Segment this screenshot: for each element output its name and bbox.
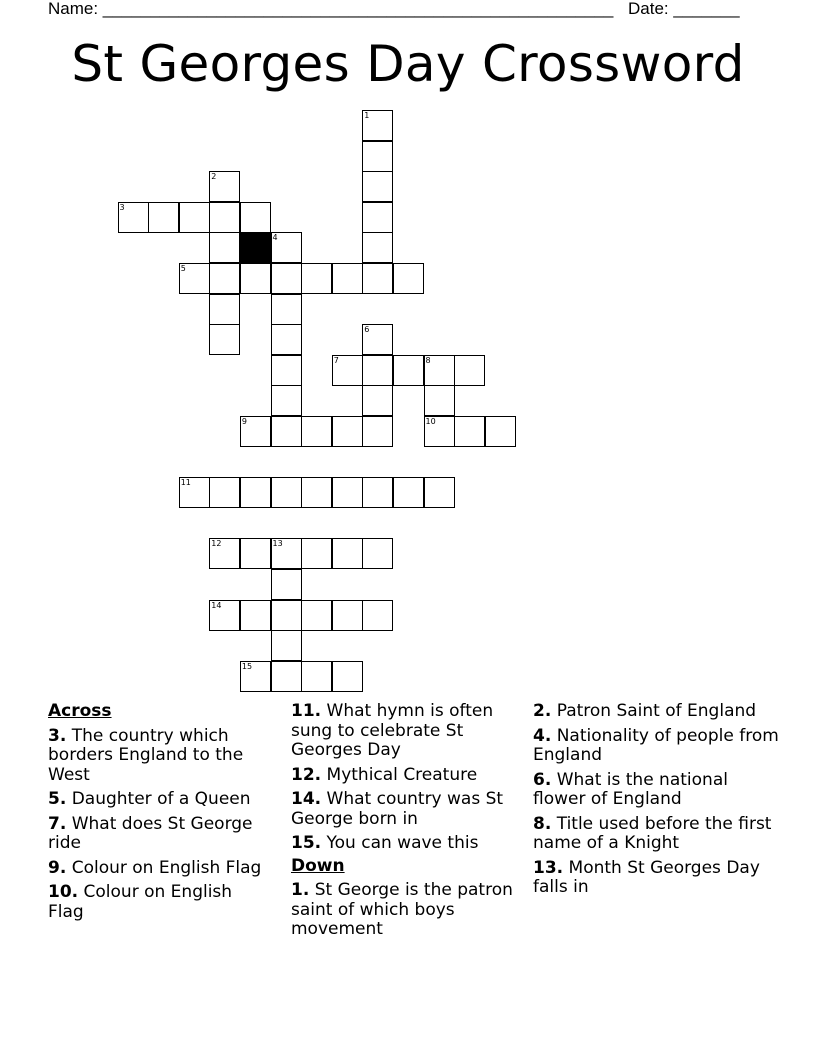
clue-number: 12. xyxy=(291,764,322,785)
clue-text: The country which borders England to the West xyxy=(48,725,244,785)
clue-number-label: 5 xyxy=(180,264,186,273)
grid-cell[interactable] xyxy=(362,202,393,233)
grid-cell[interactable] xyxy=(271,294,302,325)
clue-number: 9. xyxy=(48,857,67,878)
grid-cell[interactable] xyxy=(362,171,393,202)
grid-cell[interactable] xyxy=(240,477,271,508)
grid-cell[interactable] xyxy=(362,110,393,141)
clue-across-7 xyxy=(48,815,270,854)
grid-cell[interactable] xyxy=(393,355,424,386)
grid-cell[interactable] xyxy=(362,263,393,294)
clue-text: Mythical Creature xyxy=(326,764,478,785)
clue-number-label: 2 xyxy=(211,172,217,182)
grid-cell[interactable] xyxy=(362,385,393,416)
clue-across-11 xyxy=(291,702,521,761)
clue-number-label: 12 xyxy=(211,539,222,549)
clues-column-1 xyxy=(48,702,270,927)
grid-cell[interactable] xyxy=(179,202,210,233)
clue-across-3 xyxy=(48,727,270,786)
grid-cell[interactable] xyxy=(301,661,332,692)
grid-cell[interactable] xyxy=(393,477,424,508)
clue-number: 13. xyxy=(533,857,564,878)
black-square xyxy=(240,232,271,263)
name-field[interactable]: Name: ______________________________________________________ xyxy=(48,0,614,18)
across-heading: Across xyxy=(48,701,112,721)
clue-number-label: 14 xyxy=(211,600,222,610)
grid-cell[interactable] xyxy=(209,232,240,263)
grid-cell[interactable] xyxy=(362,141,393,172)
clue-number: 11. xyxy=(291,701,322,721)
clue-number-label: 11 xyxy=(180,478,191,488)
clue-number: 1. xyxy=(291,880,310,900)
clue-number-label: 4 xyxy=(272,233,278,243)
grid-cell[interactable] xyxy=(240,661,271,692)
grid-cell[interactable] xyxy=(209,294,240,325)
grid-cell[interactable] xyxy=(209,477,240,508)
grid-cell[interactable] xyxy=(179,263,210,294)
clue-text: You can wave this xyxy=(326,833,479,853)
grid-cell[interactable] xyxy=(209,202,240,233)
grid-cell[interactable] xyxy=(362,416,393,447)
clue-number: 3. xyxy=(48,725,67,746)
clue-number: 8. xyxy=(533,813,552,834)
grid-cell[interactable] xyxy=(362,232,393,263)
clue-number: 6. xyxy=(533,769,552,790)
clue-number-label: 10 xyxy=(425,417,436,426)
grid-cell[interactable] xyxy=(301,416,332,447)
grid-cell[interactable] xyxy=(301,538,332,569)
grid-cell[interactable] xyxy=(240,416,271,447)
grid-cell[interactable] xyxy=(209,600,240,631)
clue-number: 15. xyxy=(291,833,322,853)
grid-cell[interactable] xyxy=(271,263,302,294)
clue-text: Colour on English Flag xyxy=(48,882,233,922)
clue-down-2 xyxy=(533,702,783,722)
clue-number: 14. xyxy=(291,789,322,809)
clue-text: Colour on English Flag xyxy=(71,857,262,878)
clue-down-1 xyxy=(291,881,521,940)
clues-column-3 xyxy=(533,702,783,903)
grid-cell[interactable] xyxy=(332,538,363,569)
grid-cell[interactable] xyxy=(209,171,240,202)
grid-cell[interactable] xyxy=(179,477,210,508)
clue-across-10 xyxy=(48,883,270,922)
clue-number: 5. xyxy=(48,789,67,809)
clue-text: What country was St George born in xyxy=(291,789,504,829)
clue-down-4 xyxy=(533,727,783,766)
grid-cell[interactable] xyxy=(271,600,302,631)
grid-cell[interactable] xyxy=(209,538,240,569)
grid-cell[interactable] xyxy=(240,538,271,569)
clue-number: 4. xyxy=(533,725,552,746)
clue-text: What does St George ride xyxy=(48,813,253,853)
grid-cell[interactable] xyxy=(332,600,363,631)
clue-text: What hymn is often sung to celebrate St Georges Day xyxy=(291,701,494,760)
clue-text: Title used before the first name of a Knight xyxy=(533,813,772,853)
grid-cell[interactable] xyxy=(240,263,271,294)
grid-cell[interactable] xyxy=(271,324,302,355)
clue-number-label: 6 xyxy=(364,325,370,335)
grid-cell[interactable] xyxy=(424,385,455,416)
grid-cell[interactable] xyxy=(362,538,393,569)
grid-cell[interactable] xyxy=(271,232,302,263)
grid-cell[interactable] xyxy=(148,202,179,233)
clue-across-5 xyxy=(48,790,270,810)
grid-cell[interactable] xyxy=(362,324,393,355)
grid-cell[interactable] xyxy=(271,385,302,416)
grid-cell[interactable] xyxy=(209,324,240,355)
grid-cell[interactable] xyxy=(454,416,485,447)
page-title: St Georges Day Crossword xyxy=(71,35,745,93)
clue-number: 10. xyxy=(48,882,79,902)
clue-across-12 xyxy=(291,766,521,786)
clue-number-label: 8 xyxy=(425,355,431,365)
grid-cell[interactable] xyxy=(301,477,332,508)
clue-down-8 xyxy=(533,815,783,854)
down-heading: Down xyxy=(291,855,345,876)
clue-number-label: 7 xyxy=(333,355,339,365)
grid-cell[interactable] xyxy=(271,569,302,600)
grid-cell[interactable] xyxy=(393,263,424,294)
clue-number-label: 15 xyxy=(241,661,253,671)
grid-cell[interactable] xyxy=(209,263,240,294)
clues-column-2 xyxy=(291,702,521,945)
clue-text: What is the national flower of England xyxy=(533,769,728,809)
clue-text: Daughter of a Queen xyxy=(71,789,251,809)
clue-text: Nationality of people from England xyxy=(533,725,779,765)
clue-across-15 xyxy=(291,834,521,854)
clue-text: St George is the patron saint of which boys movement xyxy=(291,880,513,939)
grid-cell[interactable] xyxy=(271,538,302,569)
grid-cell[interactable] xyxy=(332,477,363,508)
grid-cell[interactable] xyxy=(362,477,393,508)
grid-cell[interactable] xyxy=(301,263,332,294)
grid-cell[interactable] xyxy=(332,355,363,386)
grid-cell[interactable] xyxy=(118,202,149,233)
grid-cell[interactable] xyxy=(424,416,455,447)
grid-cell[interactable] xyxy=(240,202,271,233)
clue-down-13 xyxy=(533,859,783,898)
clue-down-6 xyxy=(533,771,783,810)
clue-text: Patron Saint of England xyxy=(556,701,757,721)
date-field[interactable]: Date: _______ xyxy=(628,0,740,18)
grid-cell[interactable] xyxy=(271,416,302,447)
clue-number: 2. xyxy=(533,701,552,721)
clue-number-label: 1 xyxy=(364,111,370,120)
clue-across-14 xyxy=(291,790,521,829)
grid-cell[interactable] xyxy=(271,661,302,692)
clue-number: 7. xyxy=(48,813,67,834)
grid-cell[interactable] xyxy=(485,416,516,447)
grid-cell[interactable] xyxy=(454,355,485,386)
clue-number-label: 9 xyxy=(241,417,247,426)
grid-cell[interactable] xyxy=(301,600,332,631)
grid-cell[interactable] xyxy=(424,355,455,386)
clue-across-9 xyxy=(48,859,270,879)
grid-cell[interactable] xyxy=(332,661,363,692)
clue-text: Month St Georges Day falls in xyxy=(533,857,760,897)
grid-cell[interactable] xyxy=(362,600,393,631)
grid-cell[interactable] xyxy=(271,477,302,508)
clue-number-label: 3 xyxy=(119,202,125,212)
grid-cell[interactable] xyxy=(240,600,271,631)
grid-cell[interactable] xyxy=(332,416,363,447)
grid-cell[interactable] xyxy=(271,630,302,661)
grid-cell[interactable] xyxy=(424,477,455,508)
grid-cell[interactable] xyxy=(332,263,363,294)
grid-cell[interactable] xyxy=(271,355,302,386)
grid-cell[interactable] xyxy=(362,355,393,386)
clue-number-label: 13 xyxy=(272,539,283,549)
